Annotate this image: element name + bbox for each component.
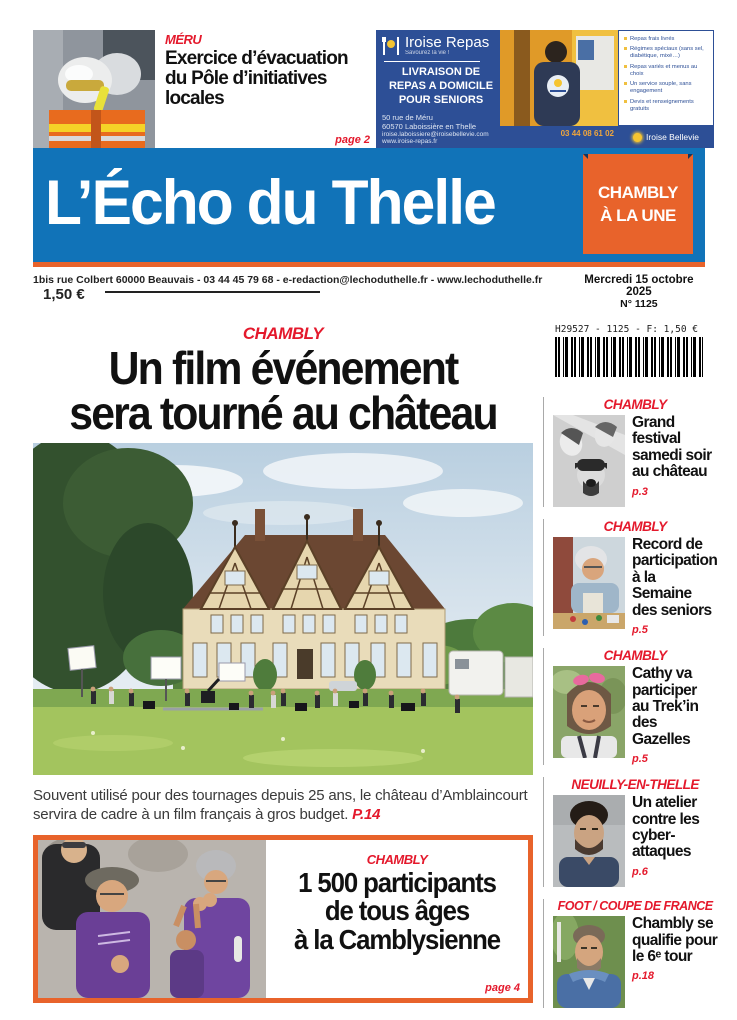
sidebar-item-trekin bbox=[543, 648, 717, 765]
sidebar-title: Chambly se qualifie pour le 6ᵉ tour bbox=[632, 915, 718, 966]
contact-line-wrap bbox=[33, 274, 573, 303]
ad-address-line2: 60570 Laboissière en Thelle bbox=[382, 122, 477, 132]
banner-headline-line3: à la Camblysienne bbox=[293, 923, 501, 955]
ad-service-item: Un service souple, sans engagement bbox=[624, 81, 710, 95]
lead-kicker: CHAMBLY bbox=[242, 324, 324, 343]
chateau-film-set-photo bbox=[33, 443, 533, 775]
sidebar-item-cyber bbox=[543, 777, 717, 887]
ad-headline: LIVRAISON DE REPAS A DOMICILE POUR SENIORS bbox=[388, 66, 494, 106]
date-issue-block bbox=[573, 274, 705, 310]
ad-service-item: Repas frais livrés bbox=[624, 36, 710, 43]
sidebar-page-ref: p.3 bbox=[632, 485, 648, 498]
banner-text bbox=[266, 840, 528, 998]
barcode-block bbox=[543, 324, 717, 377]
top-strip bbox=[33, 30, 705, 148]
lead-column bbox=[33, 324, 533, 1020]
sidebar-kicker: NEUILLY-EN-THELLE bbox=[571, 777, 699, 793]
top-teaser bbox=[155, 30, 376, 148]
seniors-week-photo bbox=[553, 537, 625, 629]
cathy-portrait-photo bbox=[553, 666, 625, 758]
sidebar-item-seniors bbox=[543, 519, 717, 636]
badge-line2: À LA UNE bbox=[600, 205, 676, 225]
ad-email: iroise.laboissiere@iroisebellevie.com bbox=[382, 131, 489, 138]
newspaper-title: L’Écho du Thelle bbox=[45, 168, 495, 238]
ad-service-item: Repas variés et menus au choix bbox=[624, 64, 710, 78]
barcode-label: H29527 - 1125 - F: 1,50 € bbox=[555, 324, 698, 335]
ad-brand: Iroise Repas bbox=[405, 34, 490, 51]
fork-knife-sun-icon bbox=[382, 36, 400, 56]
banner-headline-line1: 1 500 participants bbox=[298, 866, 496, 898]
lead-caption-text: Souvent utilisé pour des tournages depuis 25 ans, le château d’Amblaincourt servira de cadre à un film français à gros budget. bbox=[33, 787, 528, 823]
firefighter-illustration bbox=[33, 30, 155, 148]
iroise-repas-ad bbox=[376, 30, 714, 148]
festival-band-photo bbox=[553, 415, 625, 507]
issue-date: Mercredi 15 octobre 2025 bbox=[584, 274, 694, 298]
sun-icon bbox=[633, 133, 642, 142]
sidebar-item-festival bbox=[543, 397, 717, 507]
ad-address-line1: 50 rue de Méru bbox=[382, 112, 433, 122]
cyber-workshop-portrait-photo bbox=[553, 795, 625, 887]
ad-footer-brand-label: Iroise Bellevie bbox=[646, 132, 699, 142]
sidebar-title: Grand festival samedi soir au château bbox=[632, 414, 712, 481]
chambly-a-la-une-badge bbox=[583, 154, 693, 254]
ad-main-panel bbox=[376, 30, 618, 148]
price: 1,50 € bbox=[43, 286, 85, 303]
football-coach-photo bbox=[553, 916, 625, 1008]
ad-service-item: Régimes spéciaux (sans sel, diabétique, mixé…) bbox=[624, 46, 710, 60]
badge-line1: CHAMBLY bbox=[598, 182, 678, 202]
camblysienne-photo bbox=[38, 840, 266, 998]
sidebar-kicker: CHAMBLY bbox=[603, 648, 667, 664]
lead-caption-page-ref: P.14 bbox=[352, 805, 381, 823]
sidebar-page-ref: p.5 bbox=[632, 753, 648, 766]
sidebar-title: Record de participation à la Semaine des seniors bbox=[632, 536, 718, 619]
sidebar-title: Cathy va participer au Trek’in des Gazelles bbox=[632, 665, 699, 748]
sidebar-kicker: FOOT / COUPE DE FRANCE bbox=[557, 899, 713, 914]
bottom-banner bbox=[33, 835, 533, 1003]
sidebar-kicker: CHAMBLY bbox=[603, 397, 667, 412]
ad-divider bbox=[384, 61, 480, 62]
delivery-man-photo bbox=[500, 30, 618, 126]
sidebar-page-ref: p.6 bbox=[632, 865, 648, 878]
sidebar-title: Un atelier contre les cyber-attaques bbox=[632, 794, 700, 861]
teaser-page-ref: page 2 bbox=[335, 134, 370, 146]
banner-kicker: CHAMBLY bbox=[366, 851, 428, 867]
teaser-title: Exercice d’évacuation du Pôle d’initiatives locales bbox=[165, 48, 348, 109]
banner-page-ref: page 4 bbox=[485, 981, 520, 994]
barcode bbox=[555, 337, 703, 377]
info-bar bbox=[33, 274, 705, 310]
masthead bbox=[33, 148, 705, 262]
ad-service-item: Devis et renseignements gratuits bbox=[624, 99, 710, 113]
firefighter-photo bbox=[33, 30, 155, 148]
teaser-kicker: MÉRU bbox=[165, 32, 202, 47]
ad-contact-row bbox=[382, 129, 614, 145]
main-area bbox=[33, 324, 718, 1020]
info-underline bbox=[105, 291, 320, 293]
sidebar-item-foot bbox=[543, 899, 717, 1008]
sidebar-kicker: CHAMBLY bbox=[603, 519, 667, 534]
sidebar-page-ref: p.18 bbox=[632, 970, 655, 983]
ad-footer-brand bbox=[618, 126, 714, 148]
ad-phone: 03 44 08 61 02 bbox=[560, 129, 614, 138]
banner-headline-line2: de tous âges bbox=[324, 895, 470, 927]
ad-services-list bbox=[618, 30, 714, 126]
lead-headline-line2: sera tourné au château bbox=[69, 386, 497, 439]
masthead-orange-strip bbox=[33, 262, 705, 267]
ad-side-panel bbox=[618, 30, 714, 148]
sidebar bbox=[533, 324, 717, 1020]
sidebar-page-ref: p.5 bbox=[632, 624, 648, 637]
lead-headline bbox=[51, 342, 516, 439]
contact-line: 1bis rue Colbert 60000 Beauvais - 03 44 45 79 68 - e-redaction@lechoduthelle.fr - www.lechoduthelle.fr bbox=[33, 274, 543, 286]
ad-website: www.iroise-repas.fr bbox=[382, 138, 438, 145]
ad-tagline: Savourez la vie ! bbox=[405, 50, 450, 56]
lead-headline-line1: Un film événement bbox=[108, 342, 458, 394]
banner-headline bbox=[276, 866, 517, 955]
lead-caption bbox=[33, 787, 533, 825]
issue-number: N° 1125 bbox=[620, 298, 658, 310]
